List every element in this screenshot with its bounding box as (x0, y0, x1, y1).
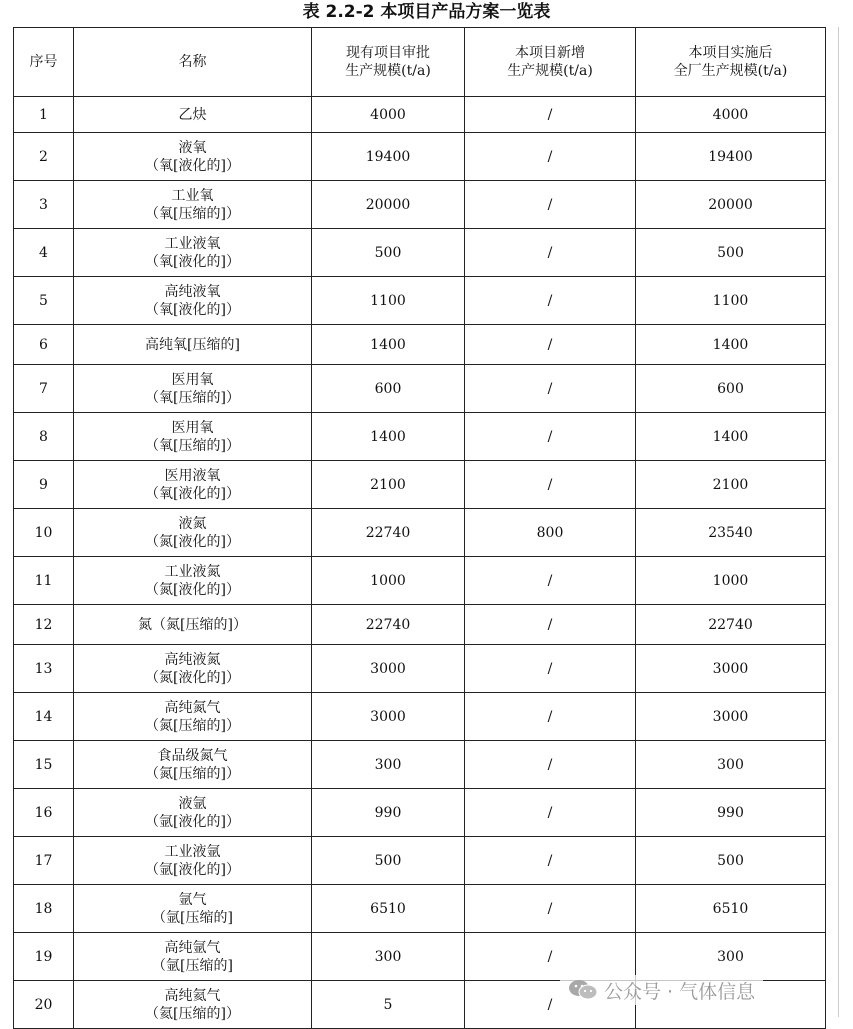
cell-name-line1: 高纯氧[压缩的] (145, 336, 240, 353)
table-row (14, 741, 826, 789)
cell-name-line2: （氧[液化的]） (145, 485, 240, 502)
cell-name-line1: 氩气 (178, 891, 207, 908)
table-row (14, 933, 826, 981)
cell-index: 1 (14, 97, 74, 133)
cell-name (74, 557, 312, 605)
cell-index: 4 (14, 229, 74, 277)
cell-existing: 1100 (312, 277, 465, 325)
cell-index: 12 (14, 605, 74, 645)
cell-existing: 600 (312, 365, 465, 413)
cell-added: / (465, 229, 636, 277)
cell-name (74, 693, 312, 741)
cell-added: / (465, 277, 636, 325)
cell-name (74, 789, 312, 837)
cell-added: / (465, 461, 636, 509)
cell-existing: 500 (312, 837, 465, 885)
cell-added: / (465, 741, 636, 789)
cell-name-line1: 液氧 (178, 139, 207, 156)
table-row (14, 837, 826, 885)
cell-existing: 1400 (312, 325, 465, 365)
cell-name-line2: （氩[压缩的] (152, 957, 233, 974)
cell-index: 11 (14, 557, 74, 605)
table-row (14, 557, 826, 605)
cell-total: 300 (636, 933, 826, 981)
watermark (560, 975, 763, 1005)
cell-total: 1400 (636, 413, 826, 461)
cell-total: 1400 (636, 325, 826, 365)
cell-index: 18 (14, 885, 74, 933)
cell-existing: 4000 (312, 97, 465, 133)
cell-total: 500 (636, 837, 826, 885)
cell-total: 3000 (636, 645, 826, 693)
cell-name (74, 605, 312, 645)
header-index: 序号 (14, 28, 74, 97)
cell-existing: 1000 (312, 557, 465, 605)
cell-name-line2: （氩[压缩的] (152, 909, 233, 926)
cell-added: / (465, 981, 636, 1029)
cell-name-line1: 工业液氮 (164, 563, 221, 580)
cell-added: / (465, 325, 636, 365)
cell-added: / (465, 557, 636, 605)
cell-total: 2100 (636, 461, 826, 509)
cell-total: 19400 (636, 133, 826, 181)
cell-total: 23540 (636, 509, 826, 557)
table-row (14, 325, 826, 365)
cell-index: 20 (14, 981, 74, 1029)
cell-index: 13 (14, 645, 74, 693)
cell-total: 1100 (636, 277, 826, 325)
cell-name-line1: 工业氧 (171, 187, 214, 204)
cell-added: / (465, 645, 636, 693)
cell-existing: 1400 (312, 413, 465, 461)
cell-existing: 19400 (312, 133, 465, 181)
cell-name (74, 837, 312, 885)
cell-total: 4000 (636, 97, 826, 133)
cell-existing: 5 (312, 981, 465, 1029)
cell-name-line1: 乙炔 (178, 106, 207, 123)
cell-name-line2: （氧[压缩的]） (145, 205, 240, 222)
cell-existing: 22740 (312, 605, 465, 645)
cell-name-line2: （氧[液化的]） (145, 157, 240, 174)
cell-existing: 300 (312, 741, 465, 789)
cell-name (74, 229, 312, 277)
cell-name-line1: 医用氧 (171, 371, 214, 388)
cell-name-line2: （氧[液化的]） (145, 301, 240, 318)
cell-name (74, 461, 312, 509)
wechat-icon (568, 978, 598, 1002)
cell-name (74, 741, 312, 789)
cell-name-line1: 工业液氧 (164, 235, 221, 252)
cell-name-line1: 液氩 (178, 795, 207, 812)
cell-index: 19 (14, 933, 74, 981)
cell-name-line2: （氮[压缩的]） (145, 717, 240, 734)
cell-name (74, 365, 312, 413)
cell-name-line1: 高纯氦气 (164, 987, 221, 1004)
cell-added: / (465, 789, 636, 837)
cell-total: 600 (636, 365, 826, 413)
cell-name-line2: （氮[液化的]） (145, 669, 240, 686)
cell-name-line1: 高纯氩气 (164, 939, 221, 956)
table-row (14, 277, 826, 325)
cell-name (74, 981, 312, 1029)
cell-added: / (465, 133, 636, 181)
cell-existing: 3000 (312, 645, 465, 693)
cell-name-line1: 食品级氮气 (157, 747, 228, 764)
cell-total: 1000 (636, 557, 826, 605)
cell-index: 14 (14, 693, 74, 741)
cell-name-line2: （氧[液化的]） (145, 253, 240, 270)
cell-total: 3000 (636, 693, 826, 741)
table-row (14, 365, 826, 413)
cell-name-line1: 工业液氩 (164, 843, 221, 860)
cell-existing: 2100 (312, 461, 465, 509)
cell-name-line1: 高纯液氧 (164, 283, 221, 300)
cell-added: / (465, 693, 636, 741)
table-row (14, 97, 826, 133)
cell-added: / (465, 97, 636, 133)
cell-name (74, 885, 312, 933)
header-total: 本项目实施后 全厂生产规模(t/a) (636, 28, 826, 97)
cell-index: 8 (14, 413, 74, 461)
table-title: 表 2.2-2 本项目产品方案一览表 (302, 2, 551, 22)
cell-total: 990 (636, 789, 826, 837)
header-new: 本项目新增 生产规模(t/a) (465, 28, 636, 97)
cell-added: / (465, 365, 636, 413)
cell-name (74, 181, 312, 229)
cell-name (74, 933, 312, 981)
cell-name-line1: 高纯液氮 (164, 651, 221, 668)
cell-existing: 3000 (312, 693, 465, 741)
table-row (14, 413, 826, 461)
cell-name (74, 645, 312, 693)
table-row (14, 229, 826, 277)
cell-total: 22740 (636, 605, 826, 645)
cell-name (74, 133, 312, 181)
cell-existing: 22740 (312, 509, 465, 557)
table-row (14, 133, 826, 181)
cell-total: 20000 (636, 181, 826, 229)
table-row (14, 509, 826, 557)
cell-name-line1: 氮（氮[压缩的]） (138, 616, 247, 633)
cell-index: 5 (14, 277, 74, 325)
cell-added: / (465, 413, 636, 461)
cell-index: 3 (14, 181, 74, 229)
cell-existing: 6510 (312, 885, 465, 933)
cell-name (74, 277, 312, 325)
cell-name-line1: 医用液氧 (164, 467, 221, 484)
cell-name (74, 509, 312, 557)
table-row (14, 181, 826, 229)
cell-name-line2: （氮[液化的]） (145, 581, 240, 598)
cell-total: 300 (636, 741, 826, 789)
table-row (14, 885, 826, 933)
cell-index: 17 (14, 837, 74, 885)
table-header-row (14, 28, 826, 97)
cell-index: 6 (14, 325, 74, 365)
cell-name (74, 97, 312, 133)
cell-name-line2: （氩[液化的]） (145, 861, 240, 878)
table-row (14, 461, 826, 509)
cell-added: / (465, 885, 636, 933)
cell-added: / (465, 181, 636, 229)
cell-existing: 300 (312, 933, 465, 981)
cell-index: 2 (14, 133, 74, 181)
header-existing: 现有项目审批 生产规模(t/a) (312, 28, 465, 97)
page-edge-line (838, 27, 839, 1017)
cell-existing: 500 (312, 229, 465, 277)
cell-name (74, 325, 312, 365)
cell-name-line2: （氮[液化的]） (145, 533, 240, 550)
cell-name-line1: 高纯氮气 (164, 699, 221, 716)
cell-index: 15 (14, 741, 74, 789)
cell-index: 16 (14, 789, 74, 837)
cell-index: 10 (14, 509, 74, 557)
cell-added: 800 (465, 509, 636, 557)
cell-existing: 990 (312, 789, 465, 837)
cell-index: 9 (14, 461, 74, 509)
product-table (13, 27, 826, 1029)
cell-name-line2: （氧[压缩的]） (145, 389, 240, 406)
table-row (14, 645, 826, 693)
header-name: 名称 (74, 28, 312, 97)
cell-name-line1: 医用氧 (171, 419, 214, 436)
cell-name-line2: （氧[压缩的]） (145, 437, 240, 454)
cell-name-line2: （氮[压缩的]） (145, 765, 240, 782)
cell-added: / (465, 605, 636, 645)
cell-index: 7 (14, 365, 74, 413)
cell-name (74, 413, 312, 461)
cell-name-line1: 液氮 (178, 515, 207, 532)
cell-added: / (465, 933, 636, 981)
cell-total: 500 (636, 229, 826, 277)
cell-total: 6510 (636, 885, 826, 933)
watermark-text: 公众号 · 气体信息 (604, 980, 756, 1003)
cell-name-line2: （氦[压缩的]） (145, 1005, 240, 1022)
cell-added: / (465, 837, 636, 885)
table-row (14, 605, 826, 645)
table-row (14, 789, 826, 837)
cell-name-line2: （氩[液化的]） (145, 813, 240, 830)
cell-existing: 20000 (312, 181, 465, 229)
table-row (14, 693, 826, 741)
